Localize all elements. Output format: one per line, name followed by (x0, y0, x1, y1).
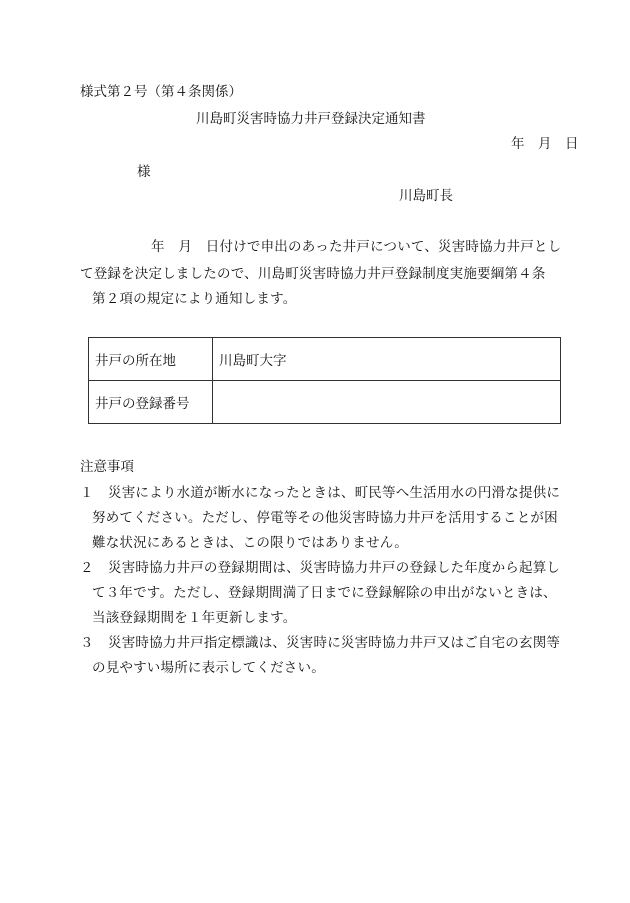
note-number: ２ (80, 560, 94, 576)
registration-number-label: 井戸の登録番号 (89, 381, 213, 424)
note-line: の見やすい場所に表示してください。 (92, 660, 325, 676)
form-number: 様式第２号（第４条関係） (80, 84, 242, 100)
note-line: 災害により水道が断水になったときは、町民等へ生活用水の円滑な提供に (108, 485, 561, 501)
note-line: 災害時協力井戸の登録期間は、災害時協力井戸の登録した年度から起算し (108, 560, 561, 576)
issuer: 川島町長 (399, 188, 453, 204)
addressee: 様 (137, 164, 151, 180)
notes-heading: 注意事項 (80, 459, 134, 475)
document-title: 川島町災害時協力井戸登録決定通知書 (196, 111, 426, 127)
table-row (89, 338, 561, 381)
table-row (89, 381, 561, 424)
body-line: 年 月 日付けで申出のあった井戸について、災害時協力井戸とし (151, 239, 562, 255)
well-info-table (88, 337, 561, 424)
note-line: 災害時協力井戸指定標識は、災害時に災害時協力井戸又はご自宅の玄関等 (108, 635, 561, 651)
note-line: 努めてください。ただし、停電等その他災害時協力井戸を活用することが困 (92, 510, 558, 526)
registration-number-value (213, 381, 561, 424)
date-line: 年 月 日 (511, 136, 579, 152)
location-value: 川島町大字 (213, 338, 561, 381)
note-line: て３年です。ただし、登録期間満了日までに登録解除の申出がないときは、 (92, 585, 557, 601)
note-number: １ (80, 485, 94, 501)
note-line: 難な状況にあるときは、この限りではありません。 (92, 535, 408, 551)
note-number: ３ (80, 635, 94, 651)
body-line: て登録を決定しましたので、川島町災害時協力井戸登録制度実施要綱第４条 (80, 266, 546, 282)
location-label: 井戸の所在地 (89, 338, 213, 381)
note-line: 当該登録期間を１年更新します。 (92, 610, 297, 626)
body-line: 第２項の規定により通知します。 (92, 291, 297, 307)
